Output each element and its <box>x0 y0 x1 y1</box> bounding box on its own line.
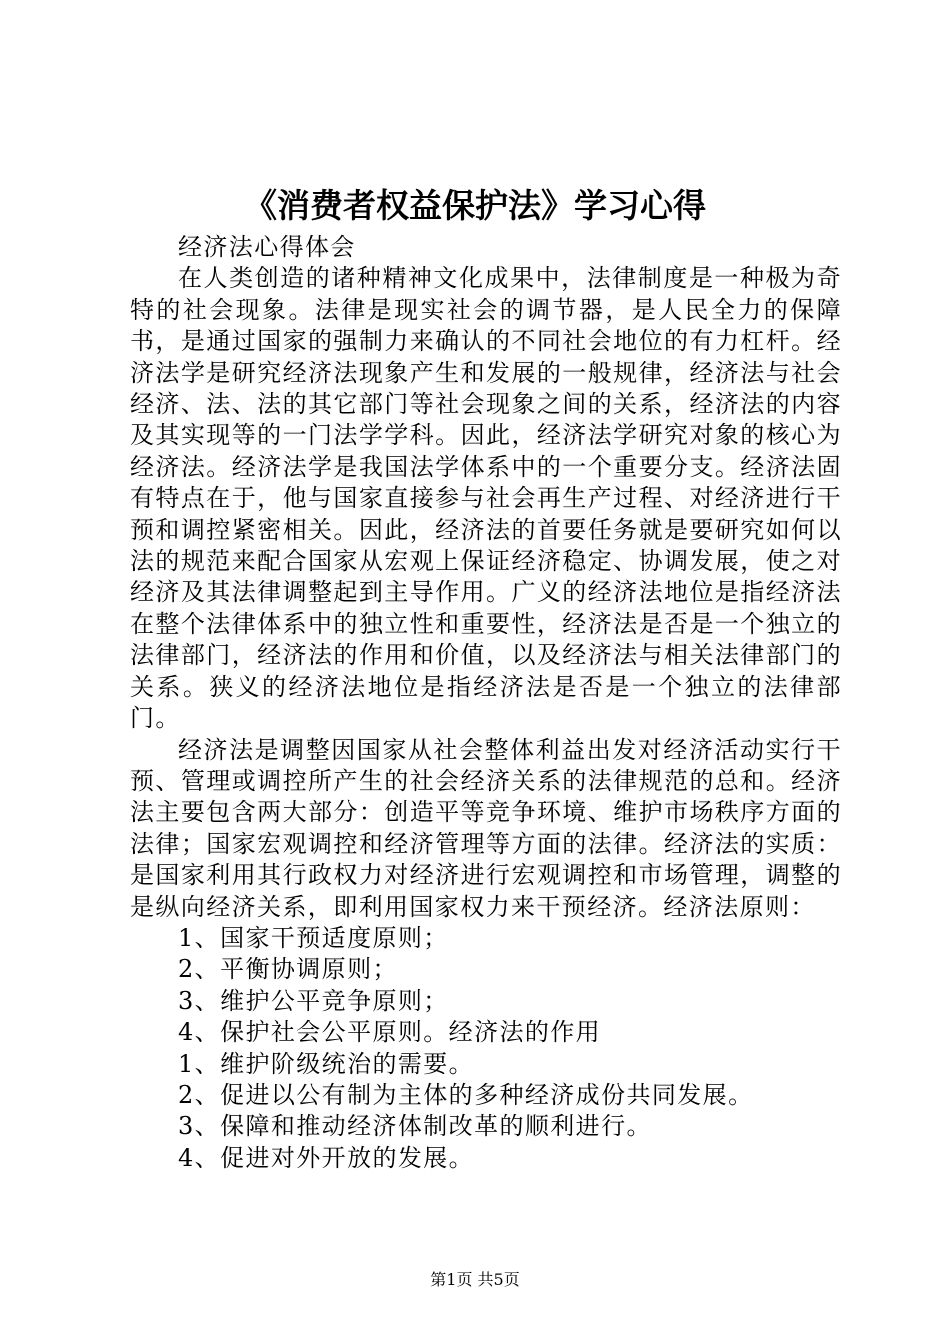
principle-item: 3、维护公平竞争原则； <box>178 986 449 1015</box>
subheading-paragraph: 经济法心得体会 <box>178 233 356 261</box>
body-paragraph: 经济法是调整因国家从社会整体利益出发对经济活动实行干预、管理或调控所产生的社会经济关系的法律规范的总和。经济法主要包含两大部分：创造平等竞争环境、维护市场秩序方面的法律；国家宏观调控和经济管理等方面的法律。经济法的实质：是国家利用其行政权力对经济进行宏观调控和市场管理，调整的是纵向经济关系，即利用国家权力来干预经济。经济法原则： <box>130 735 842 921</box>
document-body <box>130 232 842 1174</box>
function-item: 1、维护阶级统治的需要。 <box>178 1049 475 1078</box>
principle-item: 1、国家干预适度原则； <box>178 923 449 952</box>
function-item: 2、促进以公有制为主体的多种经济成份共同发展。 <box>178 1080 754 1109</box>
principle-item: 2、平衡协调原则； <box>178 955 398 984</box>
function-item: 4、促进对外开放的发展。 <box>178 1143 475 1172</box>
function-item: 3、保障和推动经济体制改革的顺利进行。 <box>178 1112 652 1141</box>
page-number: 第1页 共5页 <box>430 1270 520 1289</box>
body-paragraph: 在人类创造的诸种精神文化成果中，法律制度是一种极为奇特的社会现象。法律是现实社会的调节器，是人民全力的保障书，是通过国家的强制力来确认的不同社会地位的有力杠杆。经济法学是研究经济法现象产生和发展的一般规律，经济法与社会经济、法、法的其它部门等社会现象之间的关系，经济法的内容及其实现等的一门法学学科。因此，经济法学研究对象的核心为经济法。经济法学是我国法学体系中的一个重要分支。经济法固有特点在于，他与国家直接参与社会再生产过程、对经济进行干预和调控紧密相关。因此，经济法的首要任务就是要研究如何以法的规范来配合国家从宏观上保证经济稳定、协调发展，使之对经济及其法律调整起到主导作用。广义的经济法地位是指经济法在整个法律体系中的独立性和重要性，经济法是否是一个独立的法律部门，经济法的作用和价值，以及经济法与相关法律部门的关系。狭义的经济法地位是指经济法是否是一个独立的法律部门。 <box>130 264 842 733</box>
principle-item: 4、保护社会公平原则。经济法的作用 <box>178 1018 602 1047</box>
document-title: 《消费者权益保护法》学习心得 <box>244 186 706 225</box>
